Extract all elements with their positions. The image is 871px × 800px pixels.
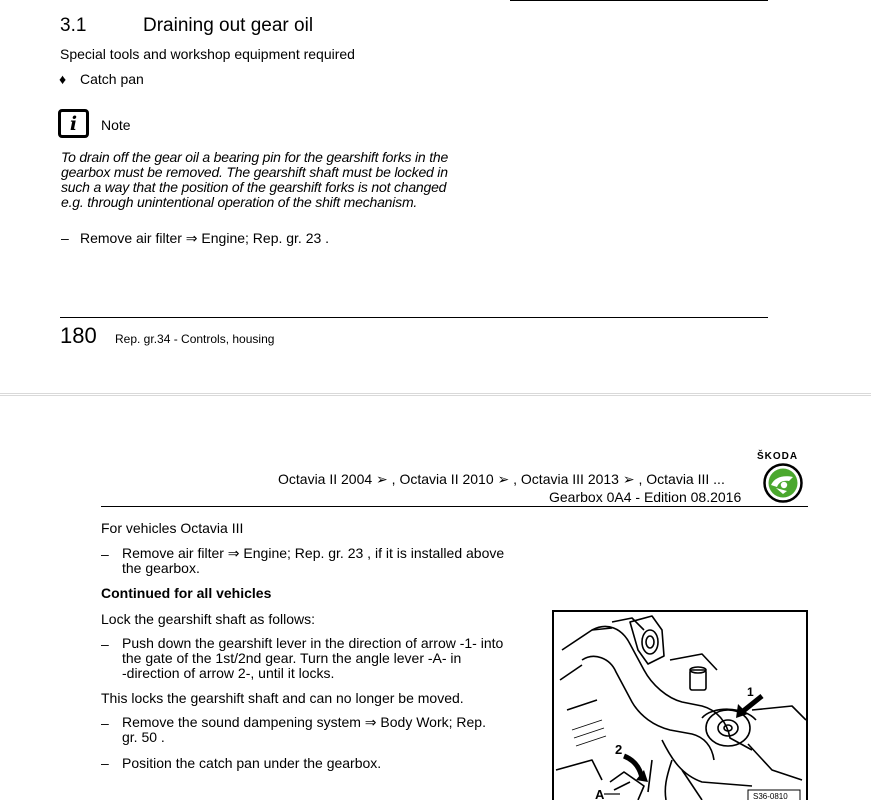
heading-octavia-iii: For vehicles Octavia III bbox=[101, 520, 244, 536]
locked-note: This locks the gearshift shaft and can no longer be moved. bbox=[101, 690, 464, 706]
tools-item: Catch pan bbox=[80, 71, 144, 87]
dash: – bbox=[101, 715, 109, 731]
figure-label-1: 1 bbox=[747, 685, 754, 699]
skoda-logo-icon bbox=[763, 463, 803, 503]
section-title: Draining out gear oil bbox=[143, 15, 314, 36]
header-gearbox: Gearbox 0A4 - Edition 08.2016 bbox=[549, 489, 742, 505]
note-line: gearbox must be removed. The gearshift shaft must be locked in bbox=[61, 164, 448, 180]
dash: – bbox=[101, 636, 109, 652]
dash: – bbox=[101, 755, 109, 771]
top-right-rule bbox=[510, 0, 768, 1]
note-info-icon: i bbox=[58, 109, 89, 138]
page-separator bbox=[0, 393, 871, 396]
figure-gearshift-lock bbox=[552, 610, 808, 800]
brand-wordmark: ŠKODA bbox=[757, 451, 799, 462]
note-line: e.g. through unintentional operation of the shift mechanism. bbox=[61, 194, 418, 210]
step-push-gearshift-lever: Push down the gearshift lever in the direction of arrow -1- into the gate of the 1st/2nd gear. Turn the angle lever -A- in -direction of arrow 2-, until it locks. bbox=[122, 635, 504, 681]
step-dash: – bbox=[61, 230, 69, 246]
step-remove-sound-dampening: Remove the sound dampening system ⇒ Body Work; Rep. gr. 50 . bbox=[122, 714, 486, 745]
heading-all-vehicles: Continued for all vehicles bbox=[101, 585, 272, 601]
step-remove-air-filter-octavia: Remove air filter ⇒ Engine; Rep. gr. 23 , if it is installed above the gearbox. bbox=[122, 545, 505, 576]
page-number: 180 bbox=[60, 323, 97, 348]
figure-label-a: A bbox=[595, 787, 605, 800]
note-line: such a way that the position of the gearshift forks is not changed bbox=[61, 179, 447, 195]
tools-heading: Special tools and workshop equipment required bbox=[60, 46, 355, 62]
step-position-catch-pan: Position the catch pan under the gearbox. bbox=[122, 755, 382, 771]
dash: – bbox=[101, 546, 109, 562]
figure-label-2: 2 bbox=[615, 742, 623, 757]
footer-rule bbox=[60, 317, 768, 318]
note-body bbox=[61, 150, 448, 210]
section-number: 3.1 bbox=[60, 15, 87, 36]
header-rule bbox=[101, 506, 808, 507]
figure-code: S36-0810 bbox=[753, 792, 788, 800]
header-models: Octavia II 2004 ➢ , Octavia II 2010 ➢ , Octavia III 2013 ➢ , Octavia III ... bbox=[278, 471, 725, 487]
footer-text: Rep. gr.34 - Controls, housing bbox=[115, 332, 275, 346]
step-remove-air-filter: Remove air filter ⇒ Engine; Rep. gr. 23 . bbox=[80, 230, 330, 246]
note-line: To drain off the gear oil a bearing pin for the gearshift forks in the bbox=[61, 149, 449, 165]
note-label: Note bbox=[101, 117, 131, 133]
tools-bullet: ♦ bbox=[59, 71, 67, 87]
lock-intro: Lock the gearshift shaft as follows: bbox=[101, 611, 315, 627]
gearshift-mechanism-illustration bbox=[552, 610, 808, 800]
